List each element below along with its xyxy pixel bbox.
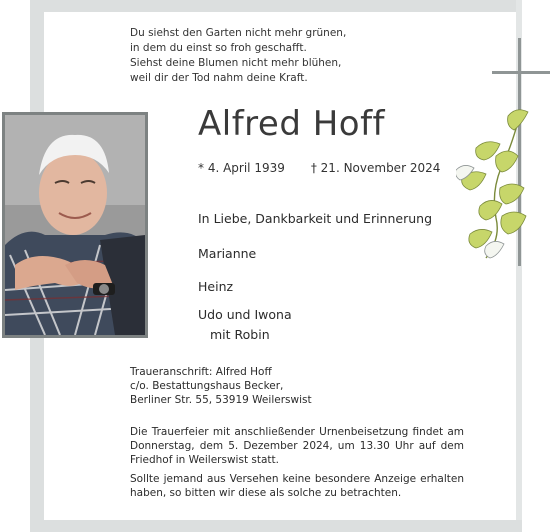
address-line: Berliner Str. 55, 53919 Weilerswist bbox=[130, 394, 312, 406]
death-date: † 21. November 2024 bbox=[310, 161, 441, 175]
poem-line: weil dir der Tod nahm deine Kraft. bbox=[130, 72, 308, 84]
address-line: Traueranschrift: Alfred Hoff bbox=[130, 366, 272, 378]
tribute-line: In Liebe, Dankbarkeit und Erinnerung bbox=[198, 211, 433, 226]
frame-band-top bbox=[30, 0, 520, 12]
cross-with-ivy-icon bbox=[456, 38, 550, 270]
portrait-photo bbox=[2, 112, 148, 338]
address-line: c/o. Bestattungshaus Becker, bbox=[130, 380, 284, 392]
poem-line: Siehst deine Blumen nicht mehr blühen, bbox=[130, 57, 342, 69]
mourner-name: Marianne bbox=[198, 246, 257, 261]
poem-line: in dem du einst so froh geschafft. bbox=[130, 42, 307, 54]
deceased-name: Alfred Hoff bbox=[198, 104, 386, 144]
portrait-illustration bbox=[5, 115, 145, 335]
funeral-details: Die Trauerfeier mit anschließender Urnenbeisetzung findet am Donnerstag, dem 5. Dezember 2024, um 13.30 Uhr auf dem Friedhof in Weilerswist statt. bbox=[130, 426, 464, 466]
birth-date: * 4. April 1939 bbox=[198, 161, 285, 175]
frame-band-bottom bbox=[30, 520, 522, 532]
funeral-notice bbox=[130, 425, 464, 505]
mourning-address bbox=[130, 365, 312, 407]
mourner-name: Heinz bbox=[198, 279, 234, 294]
mourner-name: Udo und Iwona bbox=[198, 307, 292, 322]
poem-line: Du siehst den Garten nicht mehr grünen, bbox=[130, 27, 347, 39]
poem bbox=[130, 26, 346, 86]
notice-disclaimer: Sollte jemand aus Versehen keine besondere Anzeige erhalten haben, so bitten wir diese als solche zu betrachten. bbox=[130, 473, 464, 499]
life-dates bbox=[198, 161, 440, 175]
mourner-name: mit Robin bbox=[210, 327, 270, 342]
